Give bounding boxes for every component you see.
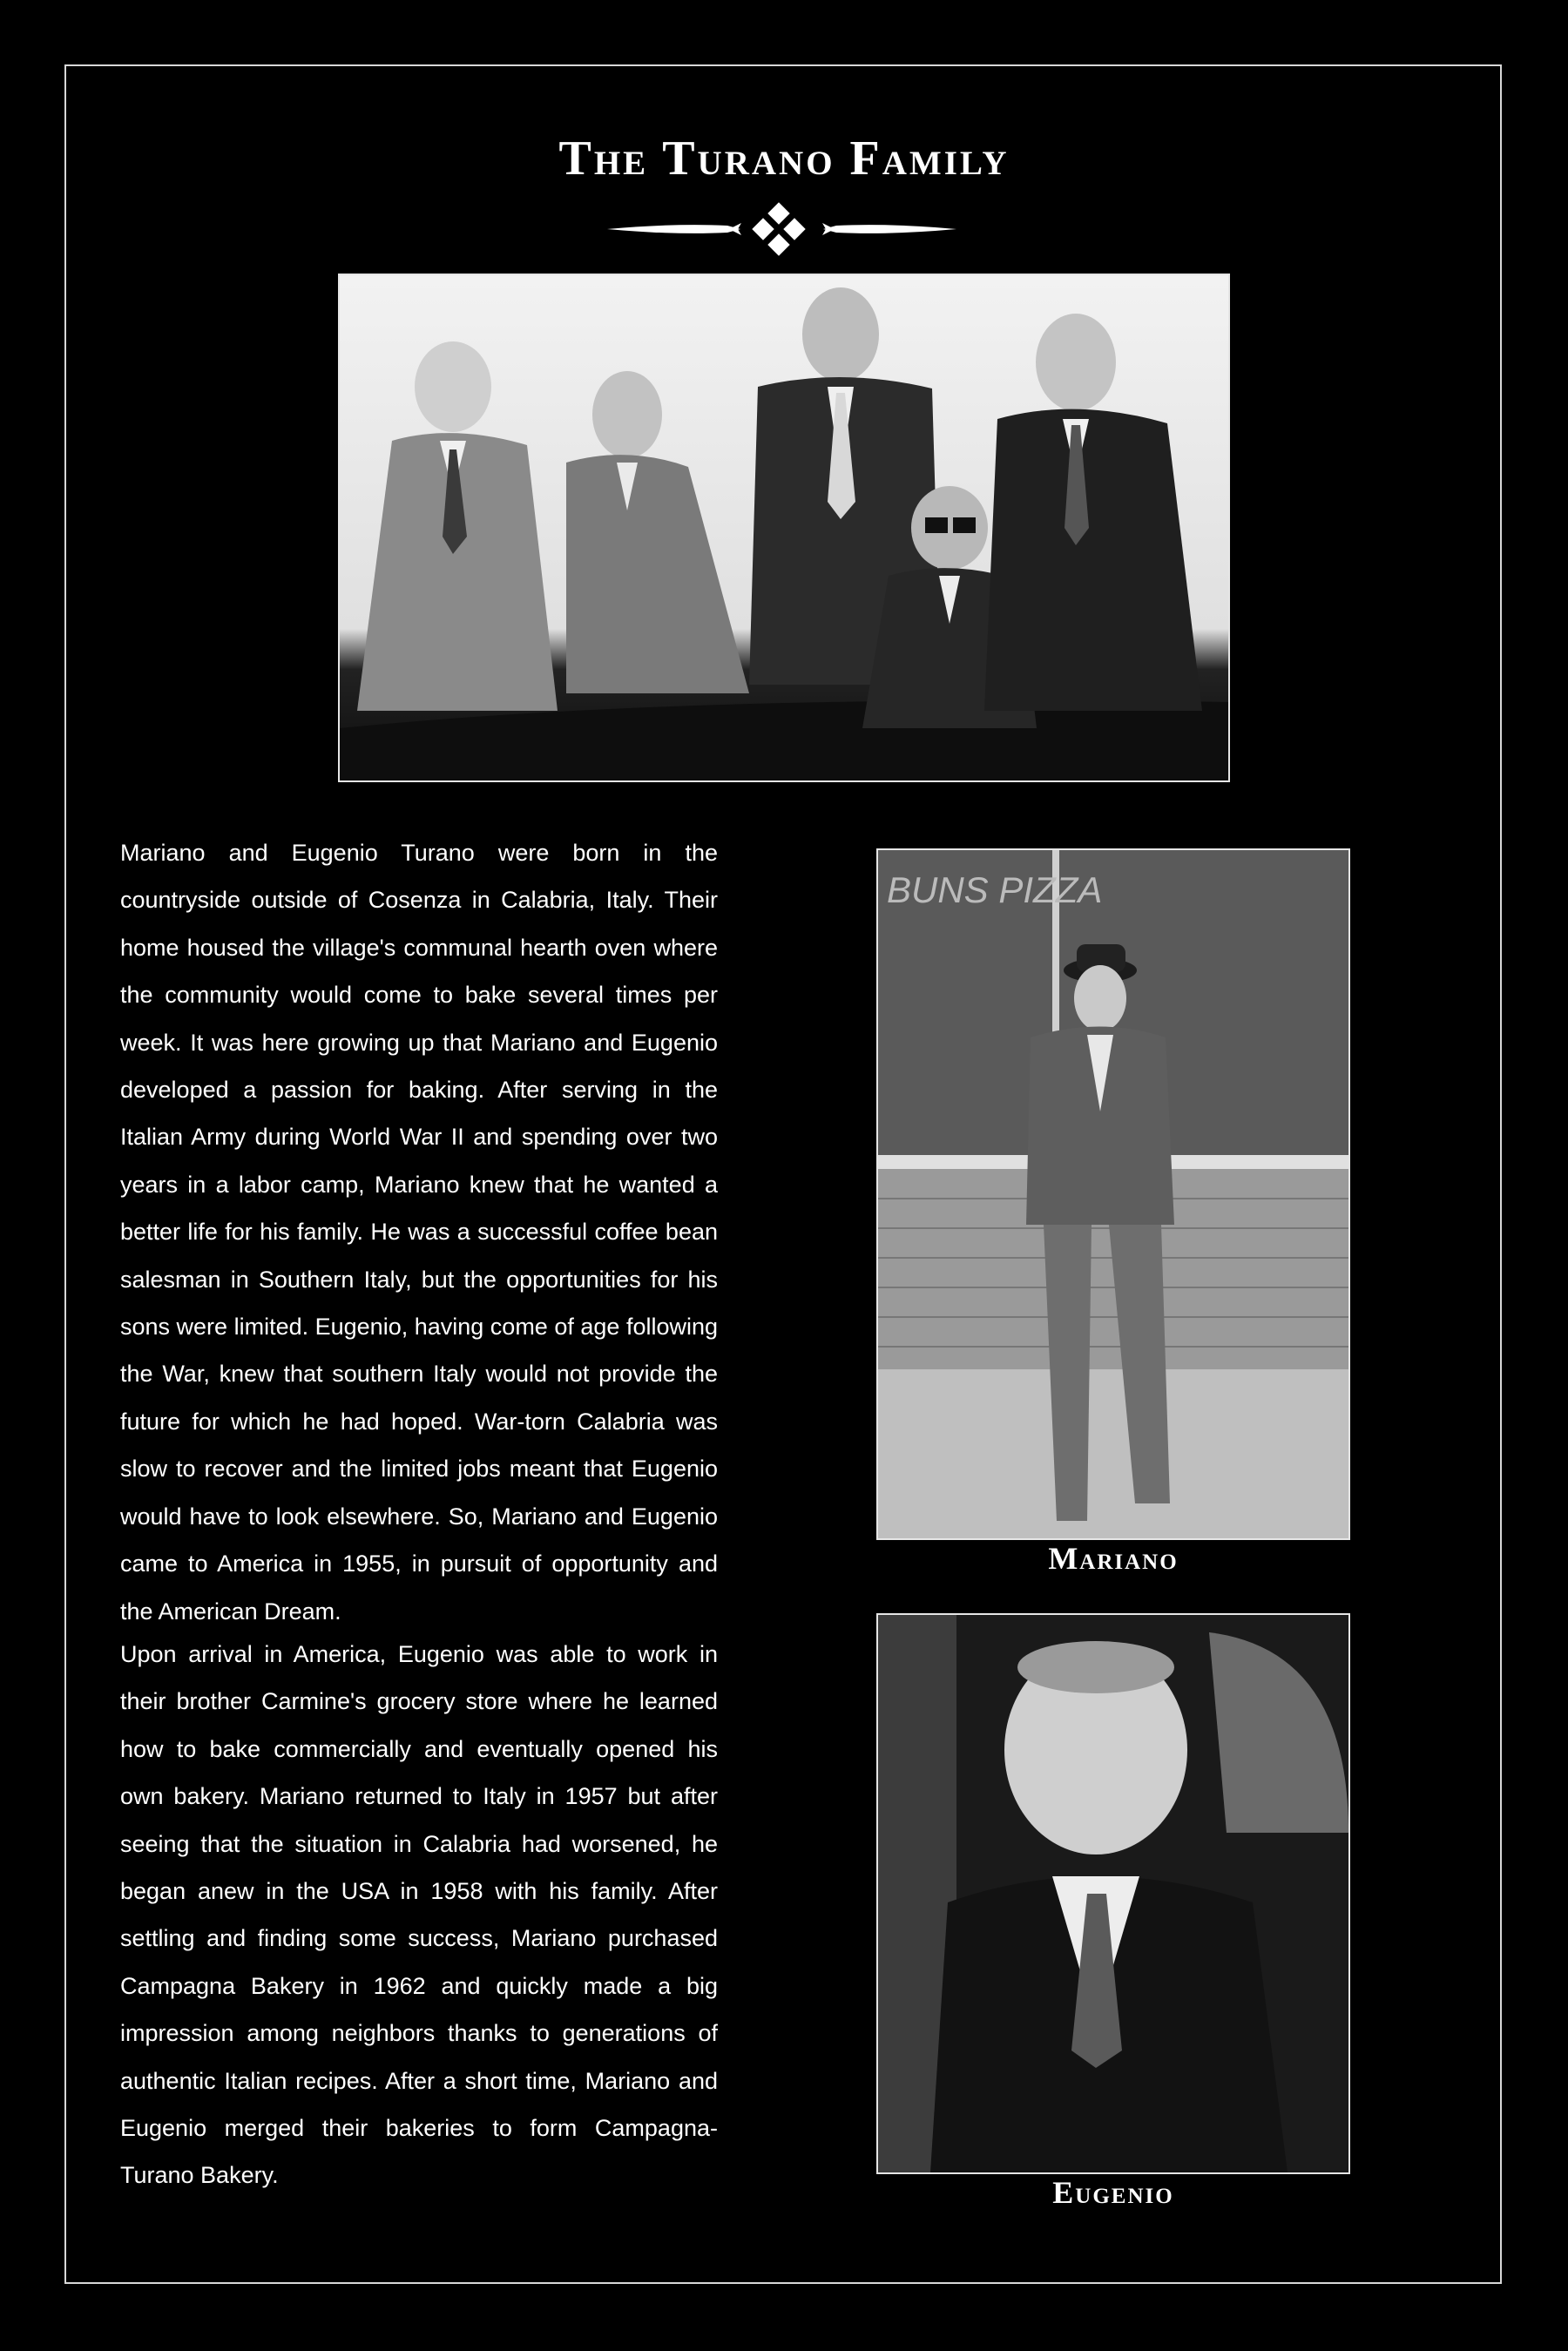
divider-ornament [605, 202, 958, 256]
mariano-caption: Mariano [1048, 1541, 1179, 1576]
page-title: The Turano Family [558, 132, 1010, 186]
family-group-photo [338, 274, 1230, 782]
eugenio-caption: Eugenio [1052, 2175, 1174, 2210]
eugenio-photo [876, 1613, 1350, 2174]
mariano-photo [876, 848, 1350, 1540]
window-sign-text: BUNS PIZZA [887, 869, 1103, 910]
history-paragraph-2: Upon arrival in America, Eugenio was able to work in their brother Carmine's grocery store where he learned how to bake commercially and eventually opened his own bakery. Mariano returned to Italy in 1957 but after seeing that the situation in Calabria had worsened, he began anew in the USA in 1958 with his family. After settling and finding some success, Mariano purchased Campagna Bakery in 1962 and quickly made a big impression among neighbors thanks to generations of authentic Italian recipes. After a short time, Mariano and Eugenio merged their bakeries to form Campagna-Turano Bakery. [120, 1641, 718, 2189]
history-paragraph-1: Mariano and Eugenio Turano were born in the countryside outside of Cosenza in Calabria, Italy. Their home housed the village's communal hearth oven where the community would come to bake several times per week. It was here growing up that Mariano and Eugenio developed a passion for baking. After serving in the Italian Army during World War II and spending over two years in a labor camp, Mariano knew that he wanted a better life for his family. He was a successful coffee bean salesman in Southern Italy, but the opportunities for his sons were limited. Eugenio, having come of age following the War, knew that southern Italy would not provide the future for which he had hoped. War-torn Calabria was slow to recover and the limited jobs meant that Eugenio would have to look elsewhere. So, Mariano and Eugenio came to America in 1955, in pursuit of opportunity and the American Dream. [120, 840, 718, 1625]
